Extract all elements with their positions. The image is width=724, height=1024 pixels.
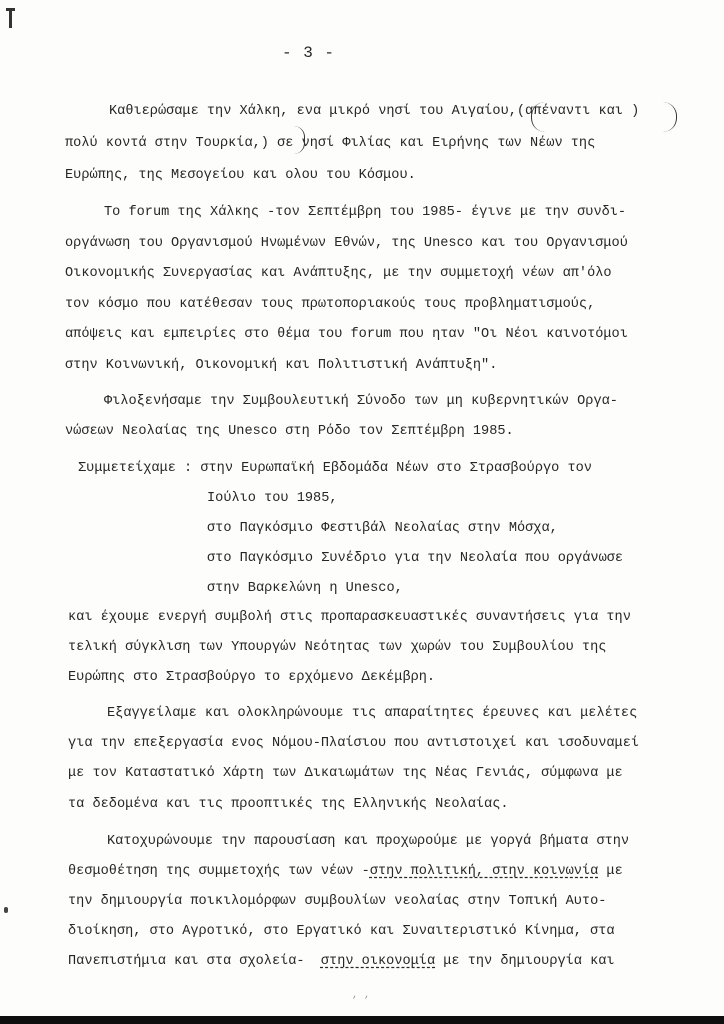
margin-mark — [4, 907, 8, 913]
text-line: Ιούλιο του 1985, — [207, 491, 338, 506]
text-line: για την επεξεργασία ενος Νόμου-Πλαίσιου που αντιστοιχεί και ισοδυναμεί — [68, 736, 640, 751]
footer-mark: , , — [352, 990, 371, 1001]
text-line: νώσεων Νεολαίας της Unesco στη Ρόδο τον Σεπτέμβρη 1985. — [65, 424, 514, 439]
text-line: θεσμοθέτηση της συμμετοχής των νέων -στην πολιτική, στην κοινωνία με — [68, 864, 623, 879]
text-line: Οικονομικής Συνεργασίας και Ανάπτυξης, με την συμμετοχή νέων απ'όλο — [65, 266, 612, 281]
text-line: στην Βαρκελώνη η Unesco, — [207, 581, 403, 596]
text-line: Εξαγγείλαμε και ολοκληρώνουμε τις απαραίτητες έρευνες και μελέτες — [107, 706, 638, 721]
underlined-phrase: στην πολιτική, στην κοινωνία — [369, 864, 599, 879]
text-line: τα δεδομένα και τις προοπτικές της Ελληνικής Νεολαίας. — [68, 797, 509, 812]
text-line: Φιλοξενήσαμε την Συμβουλευτική Σύνοδο των μη κυβερνητικών Οργα- — [104, 394, 618, 409]
text-line: τον κόσμο που κατέθεσαν τους πρωτοποριακούς τους προβληματισμούς, — [65, 297, 596, 312]
text-line: Το forum της Χάλκης -τον Σεπτέμβρη του 1985- έγινε με την συνδι- — [104, 205, 627, 220]
text-line: Κατοχυρώνουμε την παρουσίαση και προχωρούμε με γοργά βήματα στην — [107, 834, 630, 849]
page-number: - 3 - — [282, 44, 336, 62]
text-line: Συμμετείχαμε : στην Ευρωπαϊκή Εβδομάδα Νέων στο Στρασβούργο τον — [78, 461, 592, 476]
text-line: στο Παγκόσμιο Φεστιβάλ Νεολαίας στην Μόσχα, — [207, 521, 558, 536]
scan-edge — [0, 1016, 724, 1024]
text-line: την δημιουργία ποικιλομόρφων συμβουλίων νεολαίας στην Τοπική Αυτο- — [68, 894, 607, 909]
text-line: και έχουμε ενεργή συμβολή στις προπαρασκευαστικές συναντήσεις για την — [68, 610, 631, 625]
text-line: Πανεπιστήμια και στα σχολεία- στην οικονομία με την δημιουργία και — [68, 954, 615, 969]
text-line: διοίκηση, στο Αγροτικό, στο Εργατικό και Συναιτεριστικό Κίνημα, στα — [68, 924, 615, 939]
text-line: Ευρώπης στο Στρασβούργο το ερχόμενο Δεκέμβρη. — [68, 670, 436, 685]
text-line: τελική σύγκλιση των Υπουργών Νεότητας των χωρών του Συμβουλίου της — [68, 640, 607, 655]
text-line: στην Κοινωνική, Οικονομική και Πολιτιστική Ανάπτυξη". — [65, 358, 498, 373]
text-line: με τον Καταστατικό Χάρτη των Δικαιωμάτων της Νέας Γενιάς, σύμφωνα με — [68, 766, 623, 781]
text-line: απόψεις και εμπειρίες στο θέμα του forum που ηταν "Οι Νέοι καινοτόμοι — [65, 327, 628, 342]
text-line: πολύ κοντά στην Τουρκία,) σε νησί Φιλίας και Ειρήνης των Νέων της — [65, 136, 596, 151]
underlined-phrase: στην οικονομία — [320, 954, 436, 969]
corner-mark — [9, 8, 12, 28]
handwritten-parenthesis — [531, 102, 677, 132]
text-line: οργάνωση του Οργανισμού Ηνωμένων Εθνών, της Unesco και του Οργανισμού — [65, 236, 628, 251]
text-line: Καθιερώσαμε την Χάλκη, ενα μικρό νησί του Αιγαίου,(απέναντι και ) — [109, 104, 640, 119]
text-line: στο Παγκόσμιο Συνέδριο για την Νεολαία που οργάνωσε — [207, 551, 624, 566]
text-line: Ευρώπης, της Μεσογείου και ολου του Κόσμου. — [65, 168, 416, 183]
